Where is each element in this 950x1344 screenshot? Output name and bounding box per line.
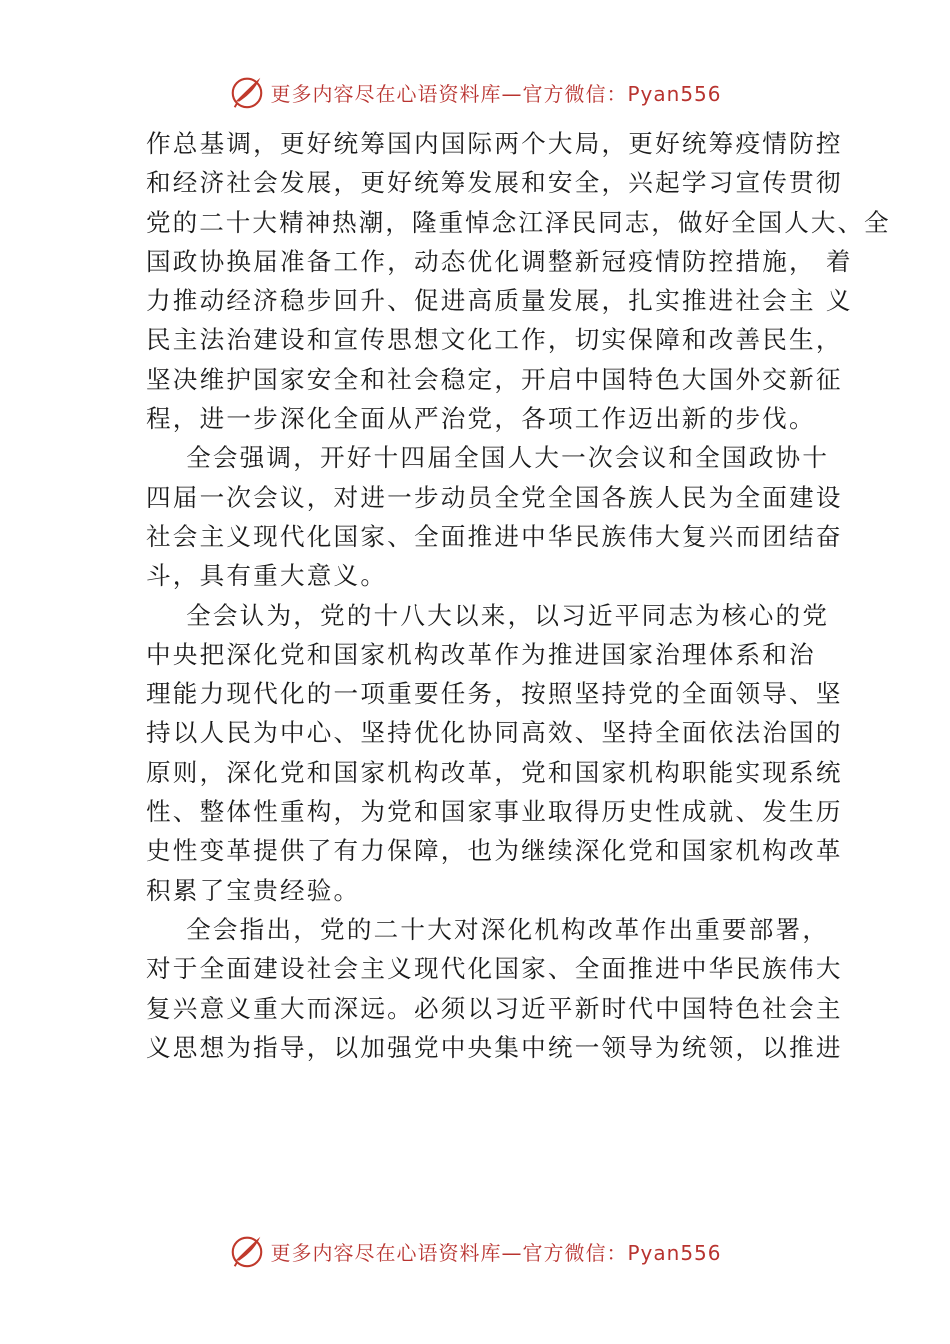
quill-logo-icon — [228, 1232, 266, 1270]
banner-label: 更多内容尽在心语资料库—官方微信： — [270, 81, 628, 106]
quill-logo-icon — [228, 73, 266, 111]
text-line: 全会强调，开好十四届全国人大一次会议和全国政协十 — [146, 443, 830, 473]
text-line: 理能力现代化的一项重要任务，按照坚持党的全面领导、坚 — [146, 679, 843, 709]
wechat-id: Pyan556 — [627, 81, 722, 106]
header-banner — [0, 70, 950, 114]
text-line: 四届一次会议，对进一步动员全党全国各族人民为全面建设 — [146, 482, 843, 512]
footer-banner — [0, 1229, 950, 1273]
text-line: 对于全面建设社会主义现代化国家、全面推进中华民族伟大 — [146, 954, 843, 984]
text-line: 持以人民为中心、坚持优化协同高效、坚持全面依法治国的 — [146, 718, 843, 748]
text-line: 积累了宝贵经验。 — [146, 875, 361, 905]
text-line: 史性变革提供了有力保障，也为继续深化党和国家机构改革 — [146, 836, 843, 866]
text-line: 全会指出，党的二十大对深化机构改革作出重要部署， — [146, 914, 830, 944]
wechat-id: Pyan556 — [627, 1240, 722, 1265]
text-line: 原则，深化党和国家机构改革，党和国家机构职能实现系统 — [146, 757, 843, 787]
text-line: 程，进一步深化全面从严治党，各项工作迈出新的步伐。 — [146, 404, 816, 434]
banner-text — [270, 78, 721, 107]
text-line: 和经济社会发展，更好统筹发展和安全，兴起学习宣传贯彻 — [146, 168, 843, 198]
text-line: 斗，具有重大意义。 — [146, 561, 388, 591]
text-line: 义思想为指导，以加强党中央集中统一领导为统领，以推进 — [146, 1032, 843, 1062]
text-line: 中央把深化党和国家机构改革作为推进国家治理体系和治 — [146, 639, 816, 669]
document-body — [146, 124, 891, 1067]
text-line: 民主法治建设和宣传思想文化工作，切实保障和改善民生， — [146, 325, 843, 355]
text-line: 全会认为，党的十八大以来，以习近平同志为核心的党 — [146, 600, 830, 630]
text-line: 社会主义现代化国家、全面推进中华民族伟大复兴而团结奋 — [146, 521, 843, 551]
text-line: 力推动经济稳步回升、促进高质量发展，扎实推进社会主 义 — [146, 286, 853, 316]
banner-text — [270, 1237, 721, 1266]
text-line: 党的二十大精神热潮，隆重悼念江泽民同志，做好全国人大、全 — [146, 207, 891, 237]
banner-label: 更多内容尽在心语资料库—官方微信： — [270, 1240, 628, 1265]
text-line: 坚决维护国家安全和社会稳定，开启中国特色大国外交新征 — [146, 364, 843, 394]
text-line: 性、整体性重构，为党和国家事业取得历史性成就、发生历 — [146, 797, 843, 827]
text-line: 复兴意义重大而深远。必须以习近平新时代中国特色社会主 — [146, 993, 843, 1023]
text-line: 国政协换届准备工作，动态优化调整新冠疫情防控措施， 着 — [146, 246, 853, 276]
text-line: 作总基调，更好统筹国内国际两个大局，更好统筹疫情防控 — [146, 129, 843, 158]
